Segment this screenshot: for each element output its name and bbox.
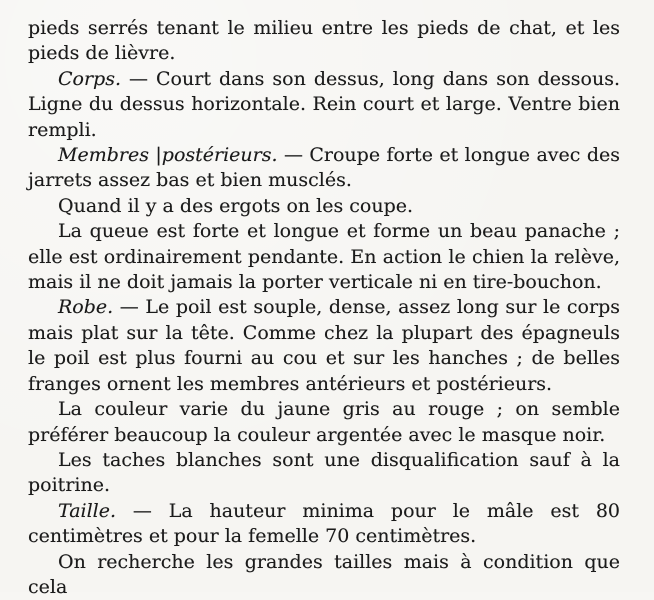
paragraph-text: — La hauteur minima pour le mâle est 80 centimètres et pour la femelle 70 centimètres. xyxy=(28,499,620,548)
paragraph-corps xyxy=(28,67,620,143)
paragraph-robe xyxy=(28,295,620,397)
paragraph-grandes-tailles xyxy=(28,550,620,600)
paragraph-text: — Le poil est souple, dense, assez long sur le corps mais plat sur la tête. Comme chez la plupart des épagneuls le poil est plus fourni au cou et sur les hanches ; de belles franges ornent les membres antérieurs et postérieurs. xyxy=(28,296,620,395)
section-heading-corps: Corps. xyxy=(58,67,122,90)
paragraph-text: — Court dans son dessus, long dans son dessous. Ligne du dessus horizontale. Rein court et large. Ventre bien rempli. xyxy=(28,67,620,141)
paragraph-text: pieds serrés tenant le milieu entre les pieds de chat, et les pieds de lièvre. xyxy=(28,17,620,65)
paragraph-feet-continuation xyxy=(28,16,620,67)
section-heading-robe: Robe. xyxy=(58,296,114,319)
paragraph-text: Quand il y a des ergots on les coupe. xyxy=(58,194,414,217)
paragraph-text: — Croupe forte et longue avec des jarrets assez bas et bien musclés. xyxy=(28,144,621,192)
paragraph-taches-blanches xyxy=(28,448,620,499)
paragraph-text: La queue est forte et longue et forme un beau panache ; elle est ordinairement pendante. En action le chien la relève, mais il ne doit jamais la porter verticale ni en tire-bouchon. xyxy=(28,220,620,294)
section-heading-taille: Taille. xyxy=(58,499,117,522)
paragraph-text: La couleur varie du jaune gris au rouge ; on semble préférer beaucoup la couleur argentée avec le masque noir. xyxy=(28,398,620,446)
paragraph-couleur xyxy=(28,397,620,448)
paragraph-ergots xyxy=(28,194,620,219)
paragraph-membres-posterieurs xyxy=(28,143,620,194)
section-heading-membres-posterieurs: Membres |postérieurs. xyxy=(58,144,278,167)
page-text xyxy=(28,16,620,600)
paragraph-taille xyxy=(28,499,620,550)
paragraph-text: On recherche les grandes tailles mais à condition que cela xyxy=(28,550,620,598)
paragraph-text: Les taches blanches sont une disqualification sauf à la poitrine. xyxy=(28,448,620,497)
paragraph-queue xyxy=(28,219,620,295)
